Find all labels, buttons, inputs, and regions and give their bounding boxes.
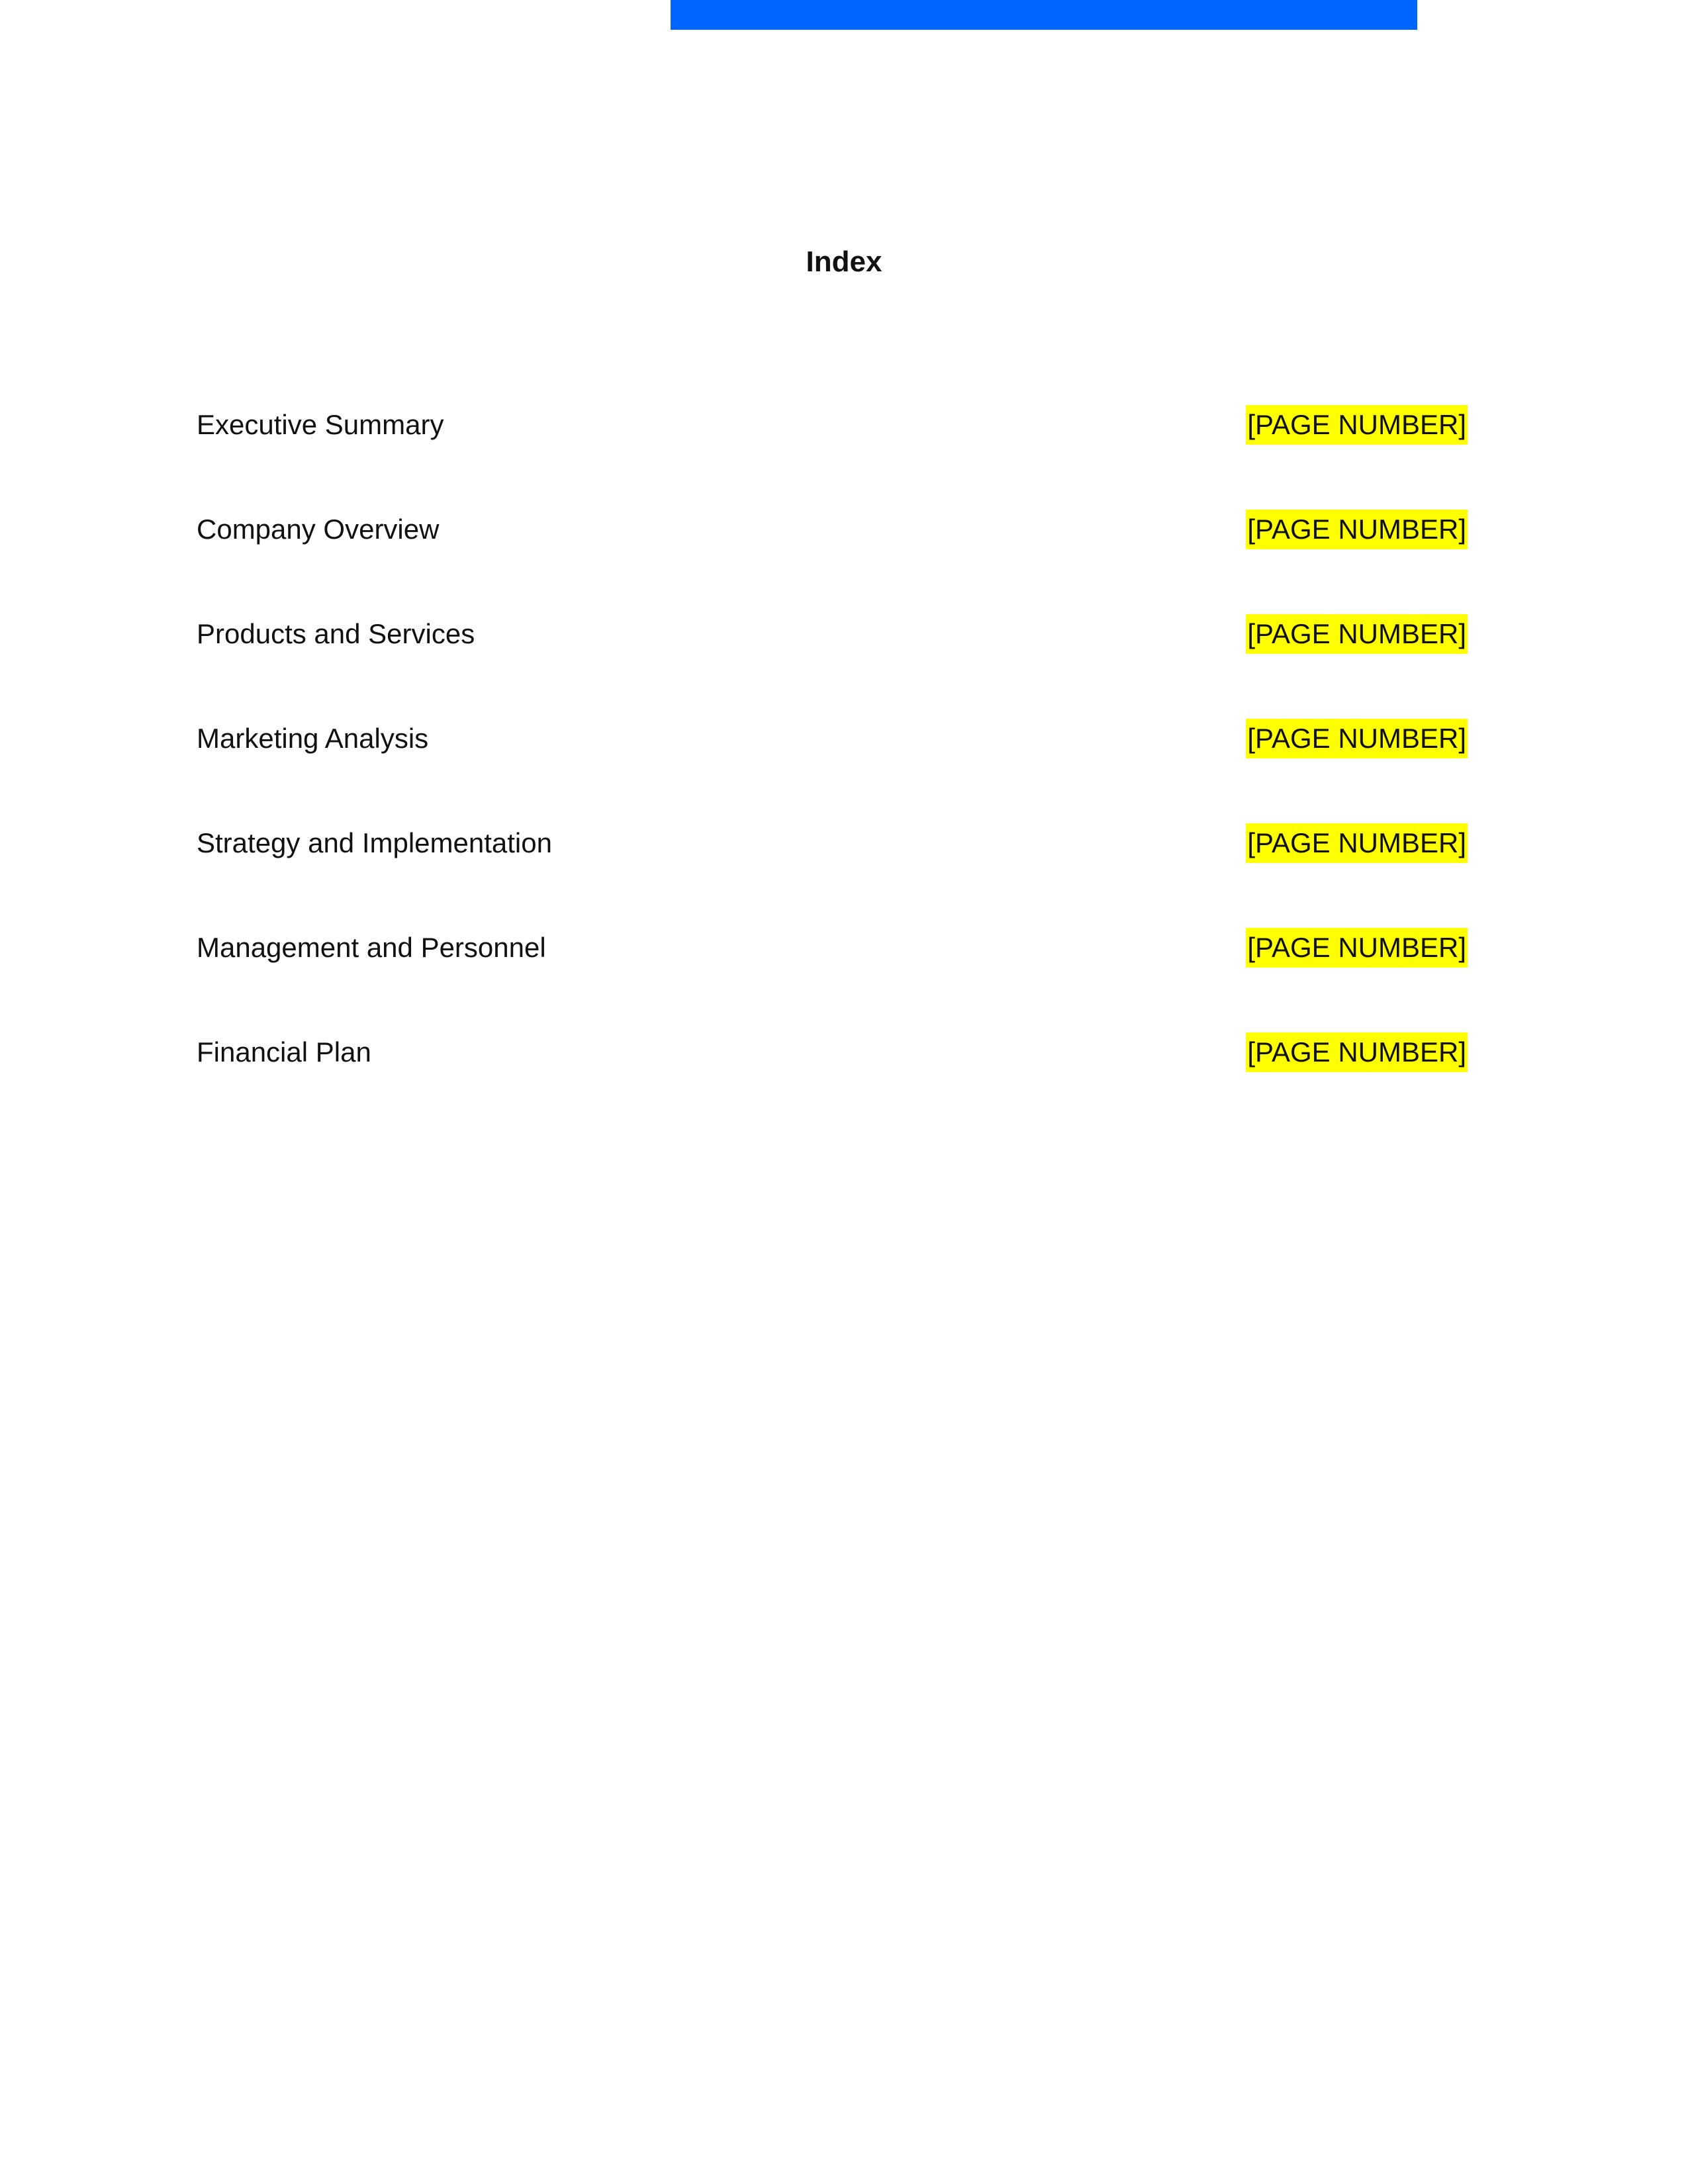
index-entry-page-number: [PAGE NUMBER] bbox=[1246, 1032, 1468, 1072]
index-entry-label: Financial Plan bbox=[197, 1036, 371, 1068]
index-entry bbox=[197, 1032, 1468, 1137]
index-entry-page-number: [PAGE NUMBER] bbox=[1246, 405, 1468, 445]
index-entry-label: Strategy and Implementation bbox=[197, 827, 552, 858]
index-entry bbox=[197, 928, 1468, 1032]
index-entry bbox=[197, 510, 1468, 614]
index-entry-label: Company Overview bbox=[197, 514, 440, 545]
index-entry-label: Management and Personnel bbox=[197, 932, 546, 963]
index-entry-page-number: [PAGE NUMBER] bbox=[1246, 928, 1468, 968]
index-entry-page-number: [PAGE NUMBER] bbox=[1246, 823, 1468, 863]
index-list bbox=[197, 405, 1468, 1137]
index-entry bbox=[197, 823, 1468, 928]
index-entry-label: Products and Services bbox=[197, 618, 475, 649]
index-entry bbox=[197, 719, 1468, 823]
page-title: Index bbox=[806, 246, 882, 278]
index-entry-label: Marketing Analysis bbox=[197, 723, 429, 754]
index-entry-page-number: [PAGE NUMBER] bbox=[1246, 719, 1468, 758]
header-accent-bar bbox=[671, 0, 1417, 30]
index-entry-page-number: [PAGE NUMBER] bbox=[1246, 510, 1468, 549]
index-entry-page-number: [PAGE NUMBER] bbox=[1246, 614, 1468, 654]
index-entry bbox=[197, 405, 1468, 510]
index-entry-label: Executive Summary bbox=[197, 409, 444, 440]
index-entry bbox=[197, 614, 1468, 719]
